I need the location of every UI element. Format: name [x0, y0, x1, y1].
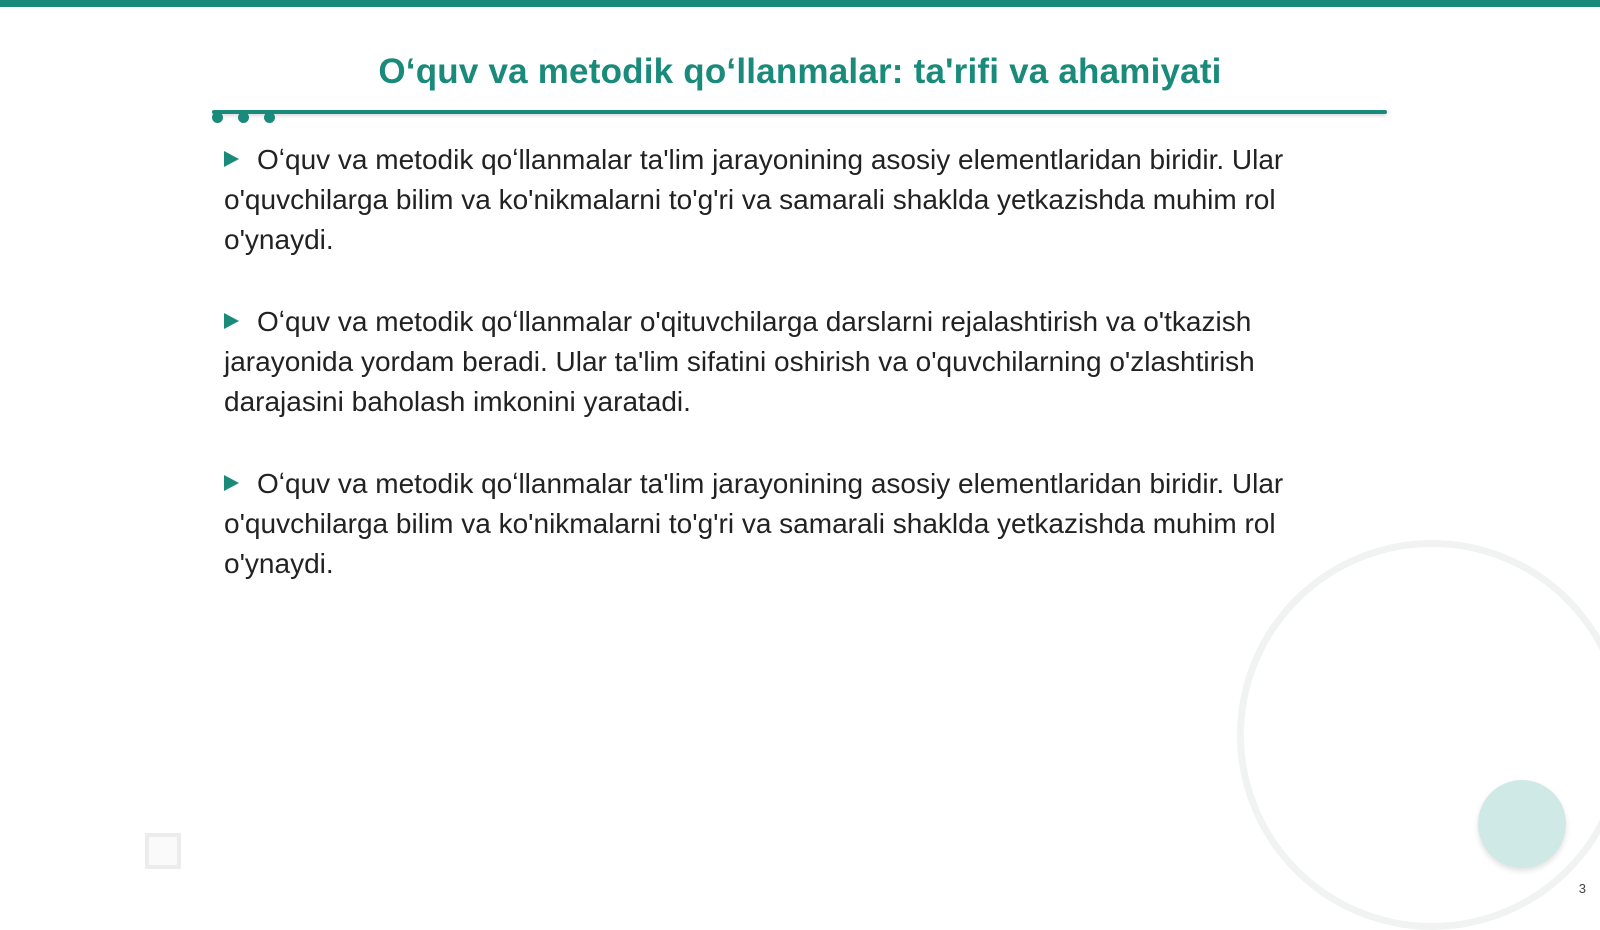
decorative-circle-outline	[1237, 540, 1600, 930]
decorative-square	[145, 833, 181, 869]
paragraph-text: Oʻquv va metodik qoʻllanmalar o'qituvchilarga darslarni rejalashtirish va o'tkazish jarayonida yordam beradi. Ular ta'lim sifatini oshirish va o'quvchilarning o'zlashtirish darajasini baholash imkonini yaratadi.	[224, 306, 1255, 417]
dot-decoration	[212, 112, 223, 123]
triangle-right-icon	[224, 151, 239, 167]
bullet-paragraph	[224, 302, 1379, 422]
triangle-right-icon	[224, 475, 239, 491]
bullet-paragraph	[224, 464, 1379, 584]
dot-decoration	[238, 112, 249, 123]
title-dots	[212, 112, 275, 123]
triangle-right-icon	[224, 313, 239, 329]
top-accent-bar	[0, 0, 1600, 7]
title-underline	[212, 110, 1387, 114]
paragraph-text: Oʻquv va metodik qoʻllanmalar ta'lim jarayonining asosiy elementlaridan biridir. Ular o'quvchilarga bilim va ko'nikmalarni to'g'ri va samarali shaklda yetkazishda muhim rol o'ynaydi.	[224, 144, 1284, 255]
slide-title: Oʻquv va metodik qoʻllanmalar: ta'rifi va ahamiyati	[378, 52, 1222, 91]
decorative-circle-filled	[1478, 780, 1566, 868]
slide-content	[224, 140, 1379, 626]
bullet-paragraph	[224, 140, 1379, 260]
dot-decoration	[264, 112, 275, 123]
paragraph-text: Oʻquv va metodik qoʻllanmalar ta'lim jarayonining asosiy elementlaridan biridir. Ular o'quvchilarga bilim va ko'nikmalarni to'g'ri va samarali shaklda yetkazishda muhim rol o'ynaydi.	[224, 468, 1284, 579]
page-number: 3	[1578, 881, 1586, 896]
